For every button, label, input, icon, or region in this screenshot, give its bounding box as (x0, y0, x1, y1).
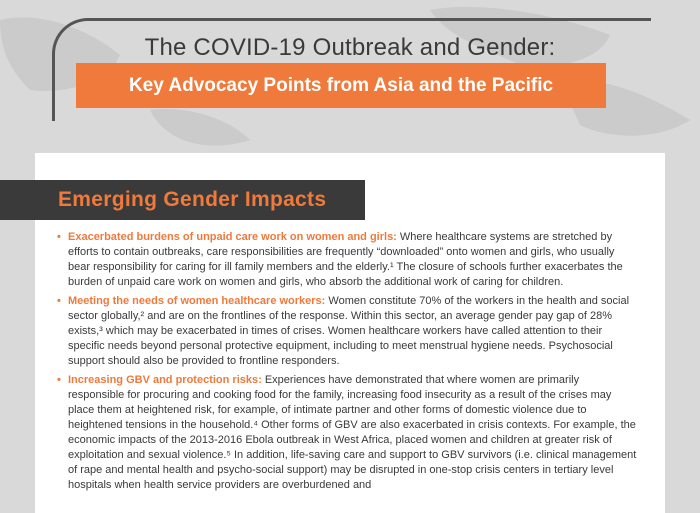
bullet-lead: Increasing GBV and protection risks: (68, 374, 262, 386)
bullet-text: Experiences have demonstrated that where women are primarily responsible for procuring and cooking food for the family, increasing food insecurity as a result of the crises may place them at heightened risk, for example, of intimate partner and other forms of domestic violence due to heightened tensions in the household.⁴ Other forms of GBV are also exacerbated in crisis contexts. For example, the economic impacts of the 2013-2016 Ebola outbreak in West Africa, placed women and children at greater risk of exploitation and sexual violence.⁵ In addition, life-saving care and support to GBV survivors (i.e. clinical management of rape and mental health and psycho-social support) may be disrupted in one-stop crisis centers in tertiary level hospitals when health service providers are overburdened and (68, 374, 637, 491)
list-item (57, 230, 638, 290)
bullet-icon: • (57, 231, 61, 243)
bullet-text: Where healthcare systems are stretched by efforts to contain outbreaks, care responsibilities are frequently “downloaded” onto women and girls, who usually bear responsibility for caring for ill family members and the elderly.¹ The closure of schools further exacerbates the burden of unpaid care work on women and girls, who absorb the additional work of caring for children. (68, 231, 623, 288)
bullet-icon: • (57, 374, 61, 386)
section-title: Emerging Gender Impacts (58, 188, 327, 211)
list-item (57, 294, 638, 369)
bullet-icon: • (57, 295, 61, 307)
bullet-text: Women constitute 70% of the workers in the health and social sector globally,² and are on the frontlines of the response. Within this sector, an average gender pay gap of 28% exists,³ which may be exacerbated in times of crises. Women healthcare workers have called attention to their specific needs beyond personal protective equipment, including to meet menstrual hygiene needs. Psychosocial support should also be provided to frontline responders. (68, 295, 630, 367)
page-title: The COVID-19 Outbreak and Gender: (144, 34, 556, 61)
bullet-lead: Exacerbated burdens of unpaid care work on women and girls: (68, 231, 397, 243)
impact-list (57, 230, 638, 497)
page-subtitle: Key Advocacy Points from Asia and the Pacific (128, 75, 554, 96)
bullet-lead: Meeting the needs of women healthcare workers: (68, 295, 326, 307)
list-item (57, 373, 638, 493)
